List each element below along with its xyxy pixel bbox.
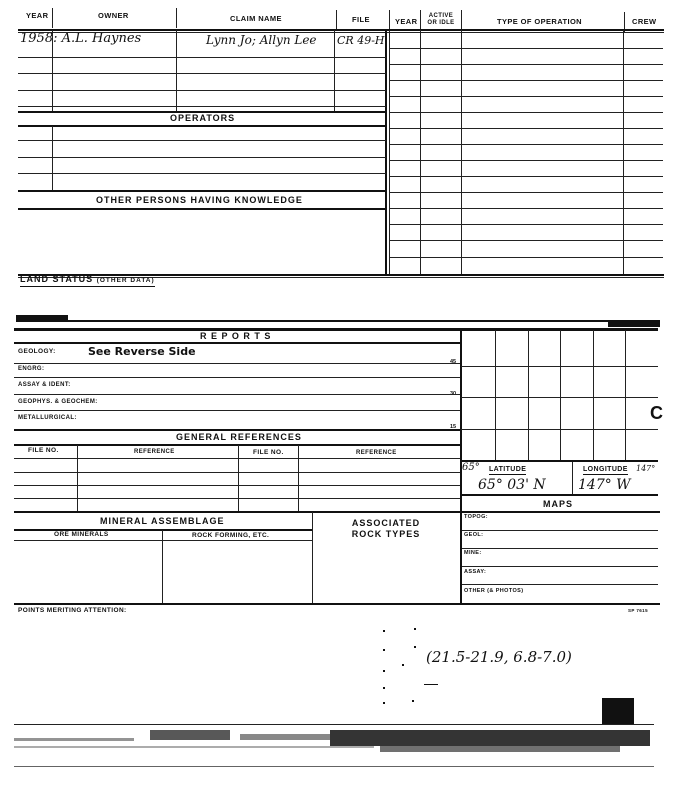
other-persons-heading: OTHER PERSONS HAVING KNOWLEDGE [96, 195, 303, 205]
reference-col-1: REFERENCE [134, 449, 175, 455]
land-status-heading: LAND STATUS (OTHER DATA) [20, 275, 155, 287]
entry-claim-name: Lynn Jo; Allyn Lee [206, 33, 317, 47]
col-owner: OWNER [98, 11, 129, 20]
col-year-2: YEAR [395, 17, 418, 26]
maps-topog: TOPOG: [464, 514, 488, 520]
general-references-heading: GENERAL REFERENCES [176, 432, 302, 442]
geophys-label: GEOPHYS. & GEOCHEM: [18, 399, 98, 405]
num-15: 15 [450, 424, 457, 430]
col-type-of-operation: TYPE OF OPERATION [497, 17, 583, 26]
maps-mine: MINE: [464, 550, 482, 556]
num-45: 45 [450, 359, 457, 365]
longitude-label: LONGITUDE [583, 466, 628, 473]
metallurgical-label: METALLURGICAL: [18, 415, 77, 421]
operators-heading: OPERATORS [170, 113, 236, 123]
lon-suffix: 147° [636, 464, 656, 473]
col-active-or-idle: ACTIVE OR IDLE [427, 13, 455, 26]
entry-year-owner: 1958: A.L. Haynes [20, 31, 142, 46]
form-id: SP 7615 [628, 608, 648, 613]
col-claim-name: CLAIM NAME [230, 14, 282, 23]
latitude-value: 65° 03' N [478, 477, 546, 493]
entry-file: CR 49-H [337, 34, 385, 47]
reports-heading: R E P O R T S [200, 331, 272, 341]
col-file: FILE [352, 15, 370, 24]
geology-label: GEOLOGY: [18, 348, 56, 355]
ore-minerals-col: ORE MINERALS [54, 531, 109, 538]
engrg-label: ENGRG: [18, 366, 45, 372]
coordinate-note: (21.5-21.9, 6.8-7.0) [426, 648, 572, 666]
maps-heading: MAPS [543, 499, 574, 509]
col-year: YEAR [26, 11, 49, 20]
associated-rock-types-heading: ASSOCIATED ROCK TYPES [351, 518, 421, 539]
maps-assay: ASSAY: [464, 569, 487, 575]
lat-prefix: 65° [462, 462, 480, 473]
registration-mark [602, 698, 634, 725]
file-no-col-1: FILE NO. [28, 447, 59, 454]
rock-forming-col: ROCK FORMING, ETC. [192, 532, 270, 539]
maps-geol: GEOL: [464, 532, 484, 538]
col-crew: CREW [632, 17, 657, 26]
grid-edge-letter: C [650, 403, 663, 423]
points-meriting-attention: POINTS MERITING ATTENTION: [18, 607, 127, 614]
reference-col-2: REFERENCE [356, 450, 397, 456]
latitude-label: LATITUDE [489, 466, 527, 473]
geology-value: See Reverse Side [88, 345, 196, 358]
mineral-assemblage-heading: MINERAL ASSEMBLAGE [100, 516, 225, 526]
file-no-col-2: FILE NO. [253, 449, 284, 456]
assay-label: ASSAY & IDENT: [18, 382, 71, 388]
maps-other: OTHER (& PHOTOS) [464, 588, 524, 594]
longitude-value: 147° W [578, 477, 631, 493]
num-30: 30 [450, 391, 457, 397]
